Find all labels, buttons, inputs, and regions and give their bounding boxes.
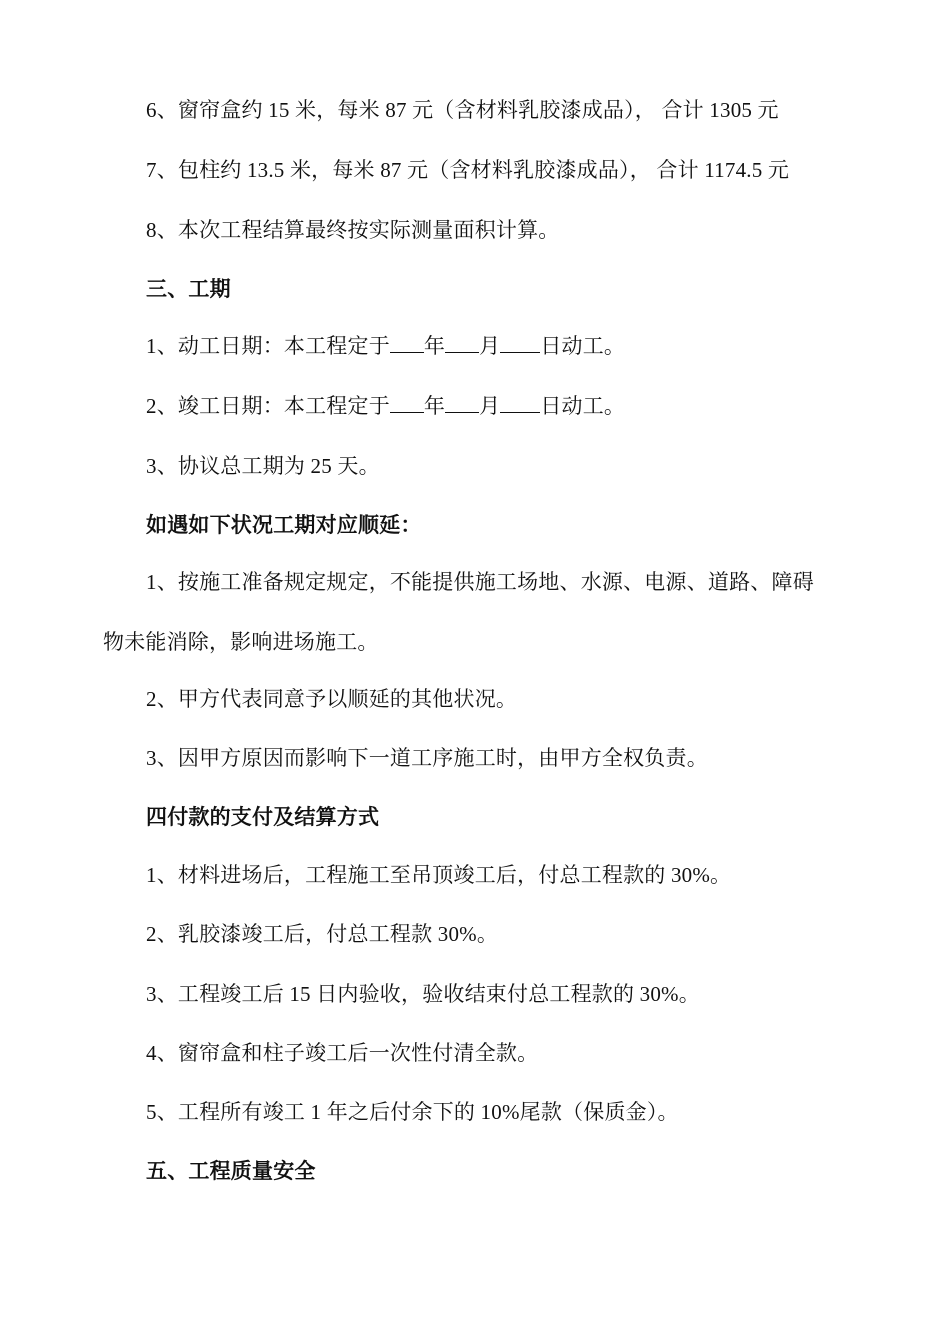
completion-date-prefix: 2、竣工日期：本工程定于 [146, 394, 390, 418]
completion-month-blank [445, 392, 479, 413]
completion-year-label: 年 [423, 394, 446, 418]
delay-item-1-line-2: 物未能消除，影响进场施工。 [103, 630, 379, 654]
start-date-suffix: 日动工。 [540, 334, 626, 358]
delay-item-1-line-1: 1、按施工准备规定规定，不能提供施工场地、水源、电源、道路、障碍 [146, 570, 814, 594]
start-day-blank [500, 332, 540, 353]
item-7-column-wrap: 7、包柱约 13.5 米，每米 87 元（含材料乳胶漆成品）， 合计 1174.5 元 [146, 158, 790, 182]
item-6-curtain-box: 6、窗帘盒约 15 米，每米 87 元（含材料乳胶漆成品）， 合计 1305 元 [146, 98, 779, 122]
section-3-heading: 三、工期 [146, 277, 231, 301]
item-8-settlement: 8、本次工程结算最终按实际测量面积计算。 [146, 218, 560, 242]
total-duration: 3、协议总工期为 25 天。 [146, 454, 380, 478]
payment-item-3: 3、工程竣工后 15 日内验收，验收结束付总工程款的 30%。 [146, 982, 700, 1006]
delay-item-2: 2、甲方代表同意予以顺延的其他状况。 [146, 687, 518, 711]
payment-item-2: 2、乳胶漆竣工后，付总工程款 30%。 [146, 922, 499, 946]
completion-date-line [146, 391, 625, 421]
payment-item-1: 1、材料进场后，工程施工至吊顶竣工后，付总工程款的 30%。 [146, 863, 732, 887]
completion-date-suffix: 日动工。 [540, 394, 626, 418]
start-date-line [146, 331, 625, 361]
completion-year-blank [390, 392, 424, 413]
delay-conditions-heading: 如遇如下状况工期对应顺延： [146, 513, 422, 537]
completion-month-label: 月 [479, 394, 501, 418]
start-date-prefix: 1、动工日期：本工程定于 [146, 334, 390, 358]
completion-day-blank [500, 392, 540, 413]
payment-item-4: 4、窗帘盒和柱子竣工后一次性付清全款。 [146, 1041, 539, 1065]
start-year-label: 年 [423, 334, 446, 358]
section-5-heading: 五、工程质量安全 [146, 1159, 316, 1183]
delay-item-3: 3、因甲方原因而影响下一道工序施工时，由甲方全权负责。 [146, 746, 708, 770]
payment-item-5: 5、工程所有竣工 1 年之后付余下的 10%尾款（保质金）。 [146, 1100, 679, 1124]
start-month-blank [445, 332, 479, 353]
start-year-blank [390, 332, 424, 353]
start-month-label: 月 [479, 334, 501, 358]
section-4-heading: 四付款的支付及结算方式 [146, 805, 380, 829]
